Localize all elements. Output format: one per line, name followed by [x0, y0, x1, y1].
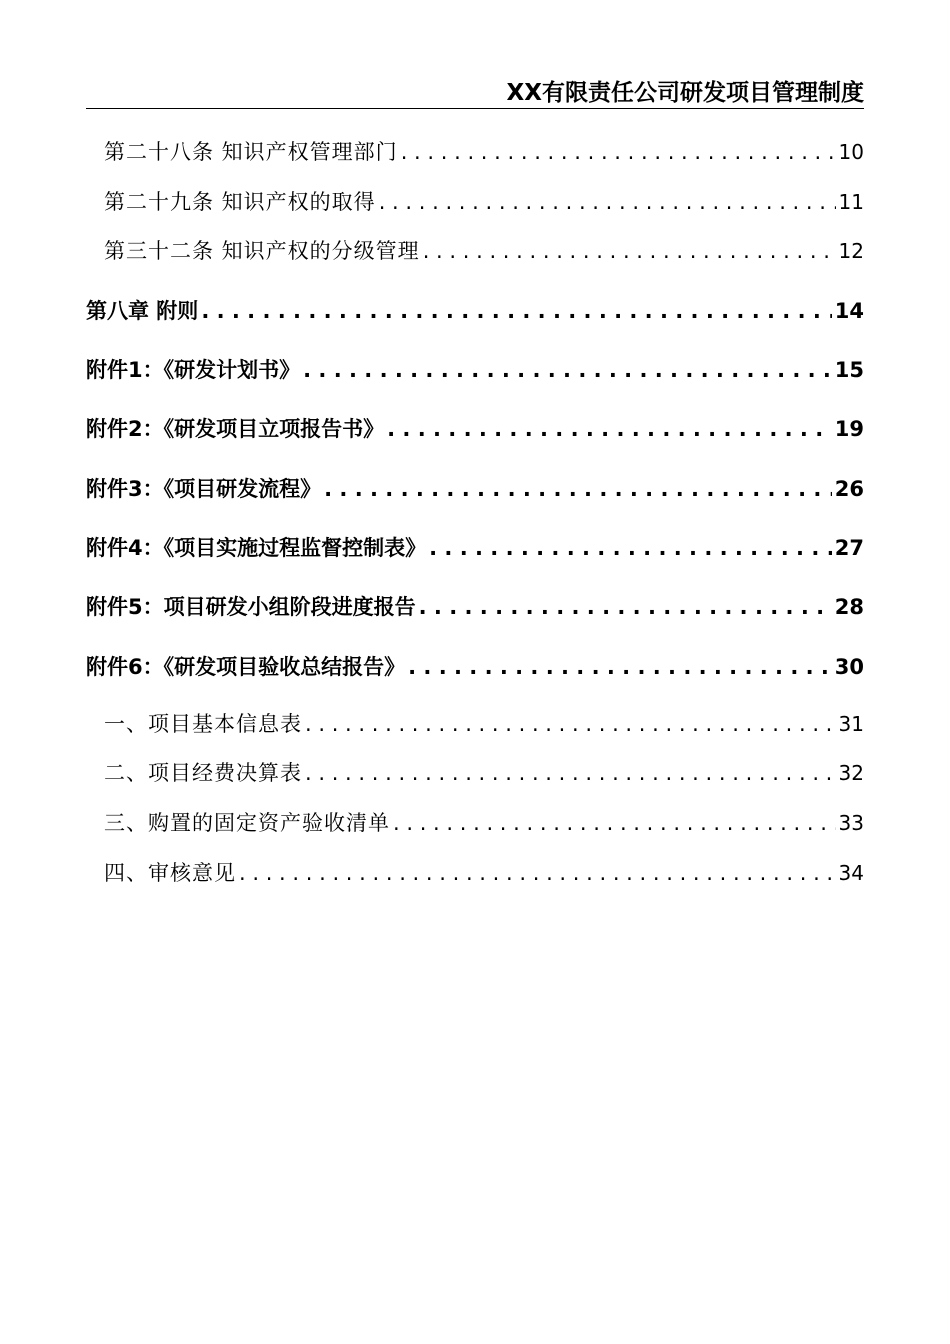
- toc-page-number: 14: [834, 298, 864, 323]
- toc-entry[interactable]: [86, 799, 864, 849]
- table-of-contents: [86, 128, 864, 898]
- toc-page-number: 32: [838, 761, 864, 786]
- toc-entry-title: 二、项目经费决算表: [104, 761, 302, 786]
- toc-page-number: 10: [838, 140, 864, 164]
- toc-entry[interactable]: [86, 400, 864, 459]
- toc-entry[interactable]: [86, 749, 864, 799]
- toc-page-number: 34: [838, 860, 864, 885]
- toc-dot-leader: [303, 341, 832, 400]
- toc-entry[interactable]: [86, 282, 864, 341]
- toc-entry[interactable]: [86, 460, 864, 519]
- toc-page-number: 30: [834, 654, 864, 679]
- toc-entry-title: 附件2：《研发项目立项报告书》: [86, 417, 385, 442]
- toc-page-number: 26: [834, 476, 864, 501]
- toc-entry-title: 第二十九条 知识产权的取得: [104, 189, 376, 214]
- toc-dot-leader: [305, 700, 836, 750]
- toc-entry-title: 四、审核意见: [104, 860, 236, 885]
- toc-entry[interactable]: [86, 578, 864, 637]
- toc-entry-title: 第三十二条 知识产权的分级管理: [104, 239, 420, 264]
- page-header: [86, 78, 864, 109]
- toc-entry[interactable]: [86, 700, 864, 750]
- toc-page-number: 11: [838, 189, 864, 214]
- toc-page-number: 12: [838, 239, 864, 264]
- toc-dot-leader: [423, 227, 836, 277]
- toc-dot-leader: [419, 578, 832, 637]
- toc-entry-title: 附件6：《研发项目验收总结报告》: [86, 654, 406, 679]
- toc-page-number: 15: [834, 358, 864, 383]
- toc-dot-leader: [239, 849, 836, 899]
- toc-dot-leader: [393, 799, 836, 849]
- toc-dot-leader: [305, 749, 836, 799]
- toc-dot-leader: [379, 178, 836, 228]
- toc-entry[interactable]: [86, 227, 864, 277]
- toc-page-number: 33: [838, 811, 864, 836]
- toc-entry[interactable]: [86, 178, 864, 228]
- document-title: XX有限责任公司研发项目管理制度: [506, 80, 864, 106]
- toc-page-number: 27: [834, 535, 864, 560]
- toc-entry[interactable]: [86, 849, 864, 899]
- toc-entry-title: 附件3：《项目研发流程》: [86, 476, 322, 501]
- toc-entry-title: 第二十八条 知识产权管理部门: [104, 140, 398, 164]
- toc-entry[interactable]: [86, 638, 864, 697]
- toc-entry[interactable]: [86, 128, 864, 178]
- toc-page-number: 19: [834, 417, 864, 442]
- toc-entry-title: 附件1：《研发计划书》: [86, 358, 301, 383]
- toc-entry-title: 三、购置的固定资产验收清单: [104, 811, 390, 836]
- toc-entry[interactable]: [86, 341, 864, 400]
- toc-entry-title: 附件4：《项目实施过程监督控制表》: [86, 535, 427, 560]
- toc-dot-leader: [408, 638, 832, 697]
- toc-entry-title: 第八章 附则: [86, 298, 199, 323]
- toc-dot-leader: [324, 460, 832, 519]
- toc-dot-leader: [387, 400, 832, 459]
- toc-entry-title: 附件5：项目研发小组阶段进度报告: [86, 595, 416, 620]
- toc-dot-leader: [401, 128, 836, 178]
- toc-entry-title: 一、项目基本信息表: [104, 711, 302, 736]
- toc-page-number: 28: [834, 595, 864, 620]
- toc-dot-leader: [201, 282, 831, 341]
- toc-page-number: 31: [838, 711, 864, 736]
- toc-dot-leader: [429, 519, 832, 578]
- toc-entry[interactable]: [86, 519, 864, 578]
